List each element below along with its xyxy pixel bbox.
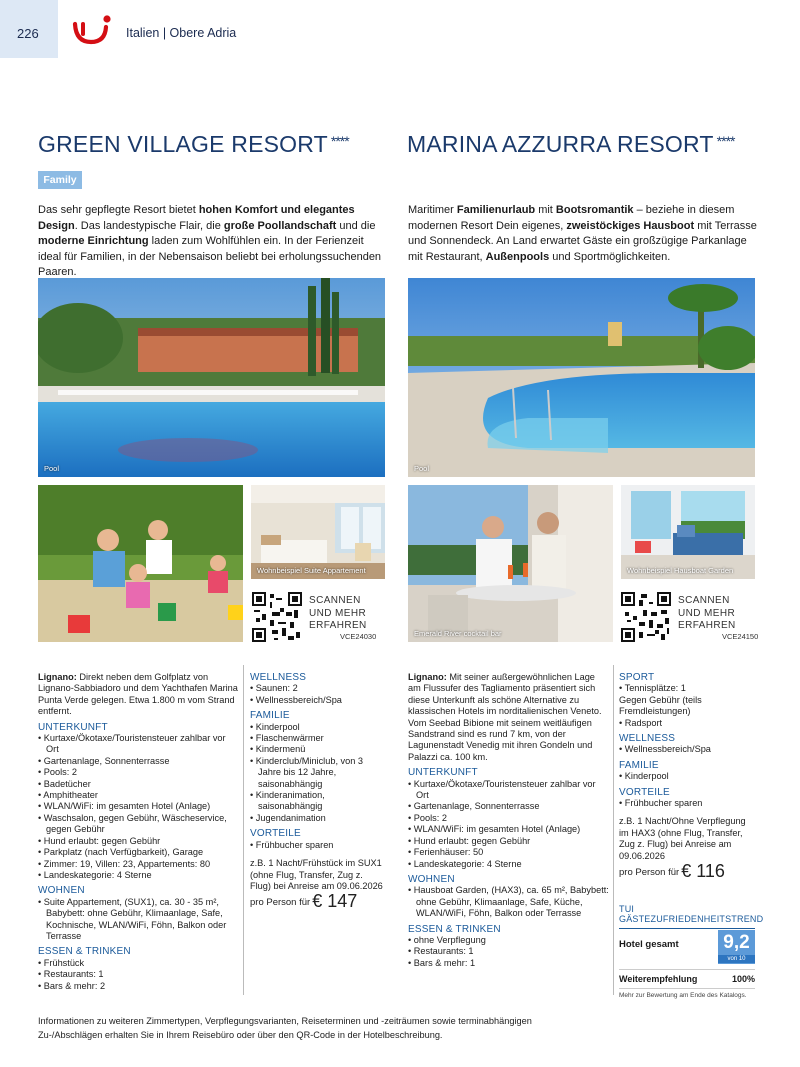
list-item: • Kurtaxe/Ökotaxe/Touristensteuer zahlbar vor Ort	[38, 733, 240, 756]
section-heading: FAMILIE	[250, 710, 290, 722]
list-item: • Wellnessbereich/Spa	[619, 744, 755, 755]
scan-prompt: SCANNEN UND MEHR ERFAHREN	[678, 595, 736, 631]
list-item: • Frühbucher sparen	[619, 798, 755, 809]
list-item: • Parkplatz (nach Verfügbarkeit), Garage	[38, 847, 240, 858]
list-item: • Gartenanlage, Sonnenterrasse	[38, 756, 240, 767]
list-item: • Kinderpool	[250, 722, 385, 733]
intro-highlight: Familienurlaub	[456, 204, 536, 216]
list-item: • Tennisplätze: 1	[619, 683, 755, 694]
photo-caption: Emerald River cocktail bar	[414, 629, 502, 638]
list-item: • Hund erlaubt: gegen Gebühr	[408, 836, 610, 847]
intro-text: laden zum Wohlfühlen ein. In der Ferienzeit ideal für Familien, in der Nebensaison beliebt bei erholungssuchenden Paaren.	[38, 235, 382, 278]
vorteile-list	[250, 840, 385, 851]
list-item: • Kinderpool	[619, 771, 755, 782]
score-scale: von 10	[718, 955, 755, 963]
section-heading: UNTERKUNFT	[408, 767, 478, 779]
right-details-column	[408, 672, 610, 969]
right-side-column	[619, 672, 755, 882]
section-heading: WOHNEN	[408, 873, 455, 885]
list-item: • ohne Verpflegung	[408, 935, 610, 946]
score-badge	[718, 930, 755, 964]
trust-footnote: Mehr zur Bewertung am Ende des Katalogs.	[619, 992, 747, 999]
list-item: • Flaschenwärmer	[250, 733, 385, 744]
right-hotel-title	[407, 131, 734, 158]
list-item: • Saunen: 2	[250, 683, 385, 694]
left-intro-text	[38, 203, 388, 281]
recommend-value: 100%	[731, 974, 755, 984]
scan-prompt: SCANNEN UND MEHR ERFAHREN	[309, 595, 367, 631]
hotel-name: MARINA AZZURRA RESORT	[407, 131, 714, 157]
essen-list	[408, 935, 610, 969]
left-side-column	[250, 672, 385, 912]
intro-text: Das sehr gepflegte Resort bietet	[38, 204, 199, 216]
intro-text: und die	[336, 219, 376, 232]
list-item: • Frühbucher sparen	[250, 840, 385, 851]
list-item: • Frühstück	[38, 958, 240, 969]
guest-satisfaction-box	[619, 904, 764, 999]
offer-code: VCE24150	[722, 632, 759, 641]
list-item: • Pools: 2	[408, 813, 610, 824]
family-playground-photo	[38, 485, 243, 642]
qr-code[interactable]	[621, 592, 671, 647]
page-number: 226	[17, 26, 39, 41]
wohnen-list	[38, 897, 240, 943]
vorteile-list	[619, 798, 755, 809]
star-rating: ****	[330, 133, 349, 149]
footnote: Informationen zu weiteren Zimmertypen, Verpflegungsvarianten, Reiseterminen und -zeiträumen sowie terminabhängigen Zu-/Abschlägen erhalten Sie in Ihrem Reisebüro oder über den QR-Code in der Hotelbeschreibung.	[38, 1016, 532, 1040]
intro-text: – beziehe in diesem modernen Resort Dein eigenes,	[408, 204, 735, 232]
list-item: • Jugendanimation	[250, 813, 385, 824]
price-value: € 116	[681, 861, 725, 882]
right-intro-text	[408, 203, 758, 265]
score-value: 9,2	[723, 932, 750, 953]
list-item: • Ferienhäuser: 50	[408, 847, 610, 858]
list-item: • Kinderanimation, saisonabhängig	[250, 790, 385, 813]
recommend-label: Weiterempfehlung	[619, 974, 698, 984]
list-item: • Gartenanlage, Sonnenterrasse	[408, 801, 610, 812]
sport-list	[619, 718, 755, 729]
breadcrumb: Italien | Obere Adria	[126, 26, 237, 40]
intro-highlight: moderne Einrichtung	[38, 235, 149, 247]
list-item: • Bars & mehr: 2	[38, 981, 240, 992]
price-note: z.B. 1 Nacht/Ohne Verpflegung im HAX3 (ohne Flug, Transfer, Zug z. Flug) bei Anreise am 09.06.2026	[619, 816, 746, 861]
section-heading: FAMILIE	[619, 759, 659, 771]
sport-list	[619, 683, 755, 694]
section-heading: ESSEN & TRINKEN	[38, 946, 131, 958]
intro-text: mit Terrasse und Sonnendeck. An Land erwartet Gäste ein großzügige Parkanlage mit Restaurant,	[408, 219, 757, 263]
location-paragraph: Lignano: Mit seiner außergewöhnlichen Lage am Flussufer des Tagliamento präsentiert sich diese Unterkunft als schöne Alternative zu klassischen Hotels im norditalienischen Veneto. Vom Seebad Bibione mit seinem weitläufigen Sandstrand sind es rund 7 km, von der Lagunenstadt Venedig mit ihren Gondeln und Palazzi ca. 100 km.	[408, 672, 602, 762]
star-rating: ****	[716, 133, 735, 149]
intro-highlight: große Poollandschaft	[223, 219, 337, 232]
pool-photo	[408, 278, 755, 477]
section-heading: WELLNESS	[250, 672, 307, 683]
list-item: • Amphitheater	[38, 790, 240, 801]
wellness-list	[619, 744, 755, 755]
column-divider	[243, 665, 244, 995]
offer-code: VCE24030	[340, 632, 377, 641]
location-paragraph: Lignano: Direkt neben dem Golfplatz von Lignano-Sabbiadoro und dem Yachthafen Marina Punta Verde gelegen. Etwa 1.800 m vom Strand entfernt.	[38, 672, 238, 717]
list-item: • Kinderclub/Miniclub, von 3 Jahre bis 12 Jahre, saisonabhängig	[250, 756, 385, 790]
essen-list	[38, 958, 240, 992]
houseboat-room-photo	[621, 485, 755, 579]
list-item: • Kurtaxe/Ökotaxe/Touristensteuer zahlbar vor Ort	[408, 779, 610, 802]
intro-highlight: Außenpools	[485, 250, 550, 263]
intro-highlight: Bootsromantik	[555, 204, 634, 216]
list-item: • Landeskategorie: 4 Sterne	[408, 859, 610, 870]
tui-logo	[72, 14, 114, 51]
photo-caption: Wohnbeispiel Hausboat Garden	[627, 566, 734, 575]
list-item: • Zimmer: 19, Villen: 23, Appartements: 80	[38, 859, 240, 870]
family-badge: Family	[38, 171, 82, 189]
intro-text: mit	[535, 204, 556, 216]
wohnen-list	[408, 885, 610, 919]
qr-code[interactable]	[252, 592, 302, 647]
intro-text: Maritimer	[408, 204, 457, 216]
left-details-column	[38, 672, 240, 992]
list-item: • Hausboat Garden, (HAX3), ca. 65 m², Babybett: ohne Gebühr, Klimaanlage, Safe, Küche, WLAN/WiFi, Föhn, Balkon oder Terrasse	[408, 885, 610, 919]
list-item: • WLAN/WiFi: im gesamten Hotel (Anlage)	[38, 801, 240, 812]
photo-caption: Pool	[44, 464, 60, 473]
list-item: • Radsport	[619, 718, 755, 729]
section-heading: VORTEILE	[619, 786, 670, 798]
list-item: • Kindermenü	[250, 744, 385, 755]
unterkunft-list	[408, 779, 610, 870]
price-value: € 147	[312, 891, 358, 912]
section-heading: WOHNEN	[38, 885, 85, 897]
section-heading: UNTERKUNFT	[38, 721, 108, 733]
familie-list	[619, 771, 755, 782]
section-heading: SPORT	[619, 672, 655, 683]
photo-caption: Pool	[414, 464, 430, 473]
intro-highlight: hohen Komfort und elegantes Design	[38, 204, 355, 232]
hotel-gesamt-label: Hotel gesamt	[619, 939, 679, 950]
price: pro Person für € 147	[250, 891, 358, 912]
section-heading: WELLNESS	[619, 733, 676, 745]
photo-caption: Wohnbeispiel Suite Appartement	[257, 566, 366, 575]
intro-text: . Das landestypische Flair, die	[74, 219, 224, 232]
list-item: • Wellnessbereich/Spa	[250, 695, 385, 706]
intro-text: und Sportmöglichkeiten.	[549, 250, 671, 263]
wellness-list	[250, 683, 385, 706]
unterkunft-list	[38, 733, 240, 881]
familie-list	[250, 722, 385, 825]
section-heading: VORTEILE	[250, 828, 301, 840]
price-note: z.B. 1 Nacht/Frühstück im SUX1 (ohne Flug, Transfer, Zug z. Flug) bei Anreise am 09.06.2026	[250, 858, 383, 891]
sport-note: Gegen Gebühr (teils Fremdleistungen)	[619, 694, 702, 717]
section-heading: ESSEN & TRINKEN	[408, 923, 501, 935]
list-item: • Landeskategorie: 4 Sterne	[38, 870, 240, 881]
suite-room-photo	[251, 485, 385, 579]
list-item: • Waschsalon, gegen Gebühr, Wäscheservice, gegen Gebühr	[38, 813, 240, 836]
list-item: • Badetücher	[38, 779, 240, 790]
list-item: • Restaurants: 1	[408, 946, 610, 957]
list-item: • Suite Appartement, (SUX1), ca. 30 - 35 m², Babybett: ohne Gebühr, Klimaanlage, Safe, Kochnische, WLAN/WiFi, Föhn, Balkon oder Terrasse	[38, 897, 240, 943]
trust-heading: TUI GÄSTEZUFRIEDENHEITSTREND	[619, 904, 764, 924]
hotel-name: GREEN VILLAGE RESORT	[38, 131, 328, 157]
intro-highlight: zweistöckiges Hausboot	[566, 219, 695, 232]
column-divider	[613, 665, 614, 995]
list-item: • Pools: 2	[38, 767, 240, 778]
list-item: • Hund erlaubt: gegen Gebühr	[38, 836, 240, 847]
list-item: • Bars & mehr: 1	[408, 958, 610, 969]
list-item: • WLAN/WiFi: im gesamten Hotel (Anlage)	[408, 824, 610, 835]
pool-photo	[38, 278, 385, 477]
price: pro Person für € 116	[619, 861, 725, 882]
list-item: • Restaurants: 1	[38, 969, 240, 980]
couple-bar-photo	[408, 485, 613, 642]
left-hotel-title	[38, 131, 349, 158]
